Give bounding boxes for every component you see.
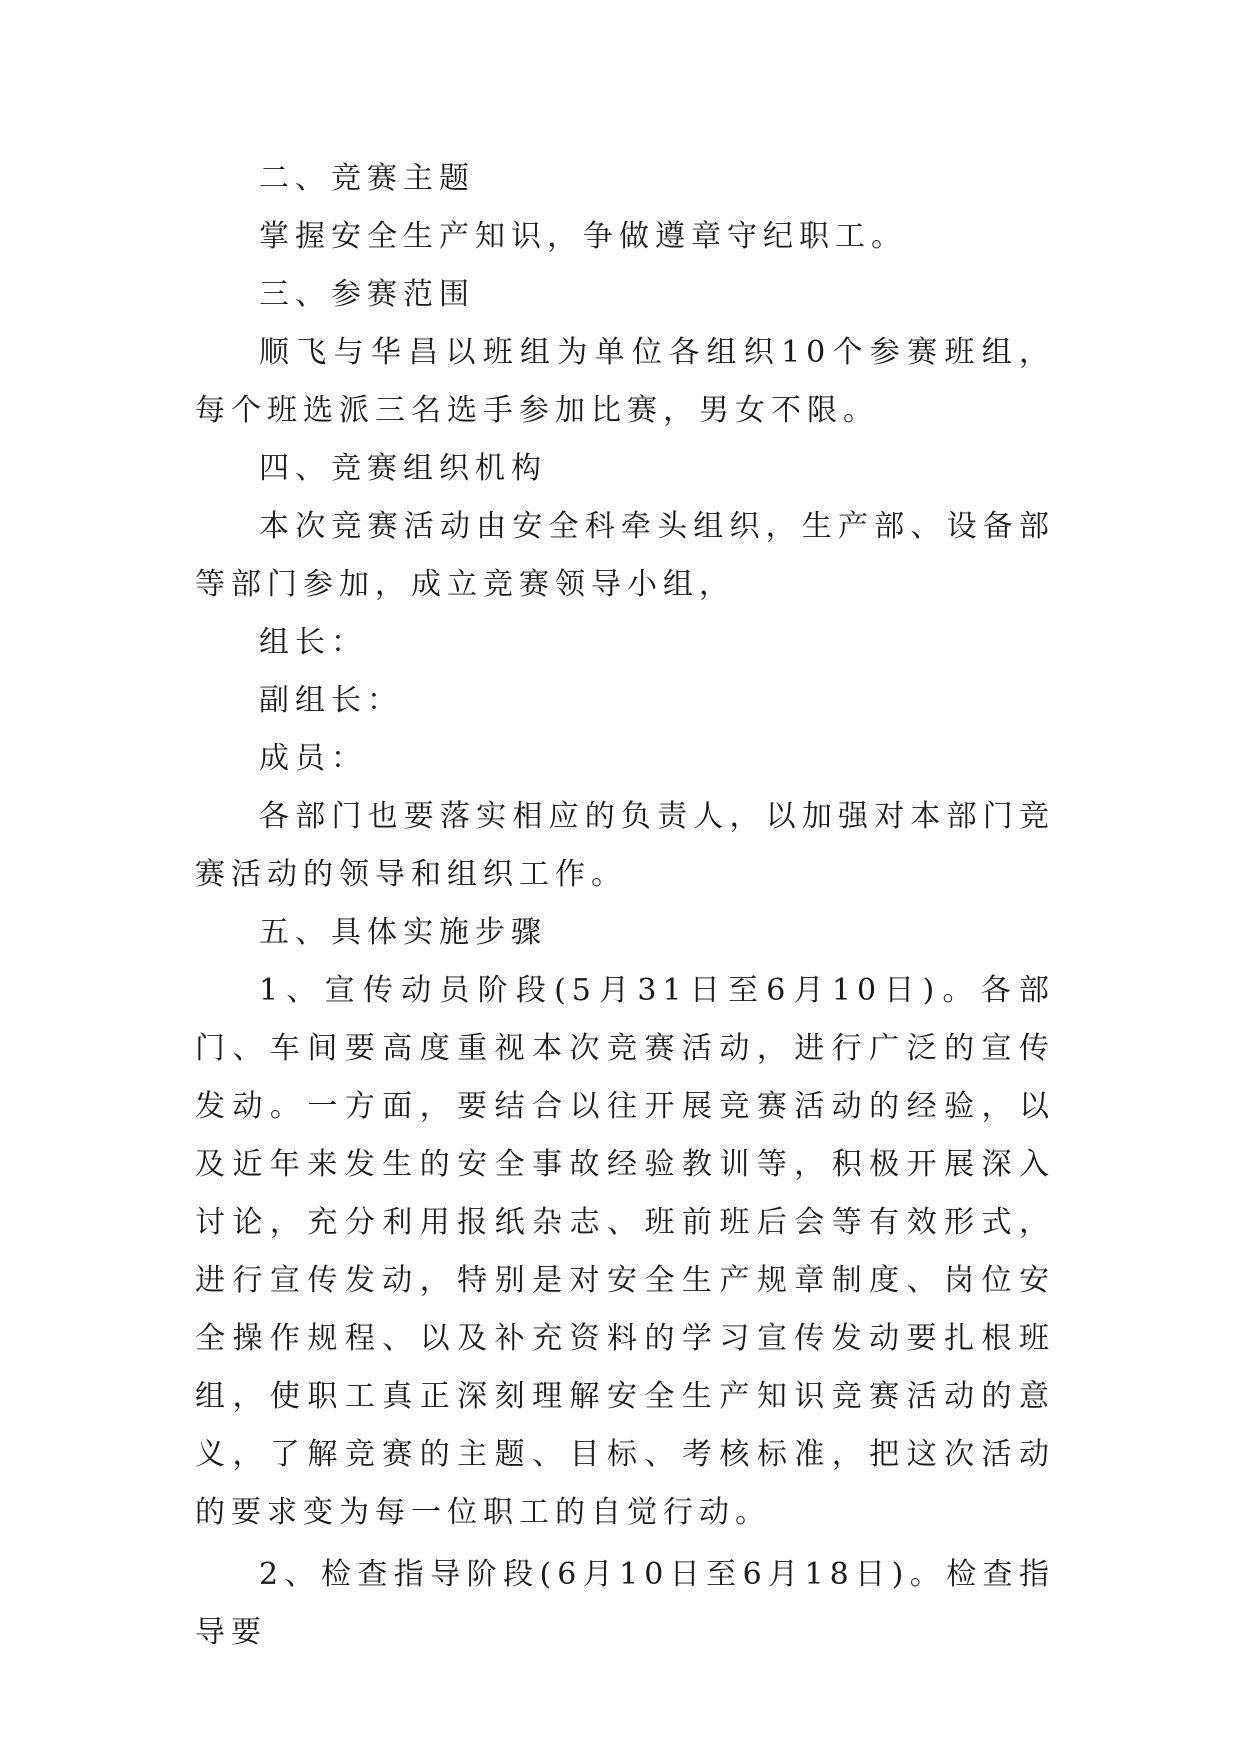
paragraph-department-responsibility: 各部门也要落实相应的负责人，以加强对本部门竞赛活动的领导和组织工作。: [195, 799, 1055, 892]
heading-implementation-steps: 五、具体实施步骤: [259, 915, 547, 950]
line-deputy-leader: 副组长：: [259, 683, 403, 718]
paragraph-theme-content: 掌握安全生产知识，争做遵章守纪职工。: [259, 219, 907, 254]
paragraph-scope-content: 顺飞与华昌以班组为单位各组织10个参赛班组，每个班选派三名选手参加比赛，男女不限。: [195, 335, 1055, 428]
line-members: 成员：: [259, 741, 367, 776]
heading-competition-theme: 二、竞赛主题: [259, 161, 475, 196]
paragraph-step-2: 2、检查指导阶段(6月10日至6月18日)。检查指导要: [195, 1557, 1055, 1650]
line-team-leader: 组长：: [259, 625, 367, 660]
heading-participation-scope: 三、参赛范围: [259, 277, 475, 312]
paragraph-organization-content: 本次竞赛活动由安全科牵头组织，生产部、设备部等部门参加，成立竞赛领导小组，: [195, 509, 1055, 602]
document-body: [195, 150, 1055, 1662]
paragraph-step-1: 1、宣传动员阶段(5月31日至6月10日)。各部门、车间要高度重视本次竞赛活动，进行广泛的宣传发动。一方面，要结合以往开展竞赛活动的经验，以及近年来发生的安全事故经验教训等，积极开展深入讨论，充分利用报纸杂志、班前班后会等有效形式，进行宣传发动，特别是对安全生产规章制度、岗位安全操作规程、以及补充资料的学习宣传发动要扎根班组，使职工真正深刻理解安全生产知识竞赛活动的意义，了解竞赛的主题、目标、考核标准，把这次活动的要求变为每一位职工的自觉行动。: [195, 973, 1055, 1530]
heading-organization: 四、竞赛组织机构: [259, 451, 547, 486]
